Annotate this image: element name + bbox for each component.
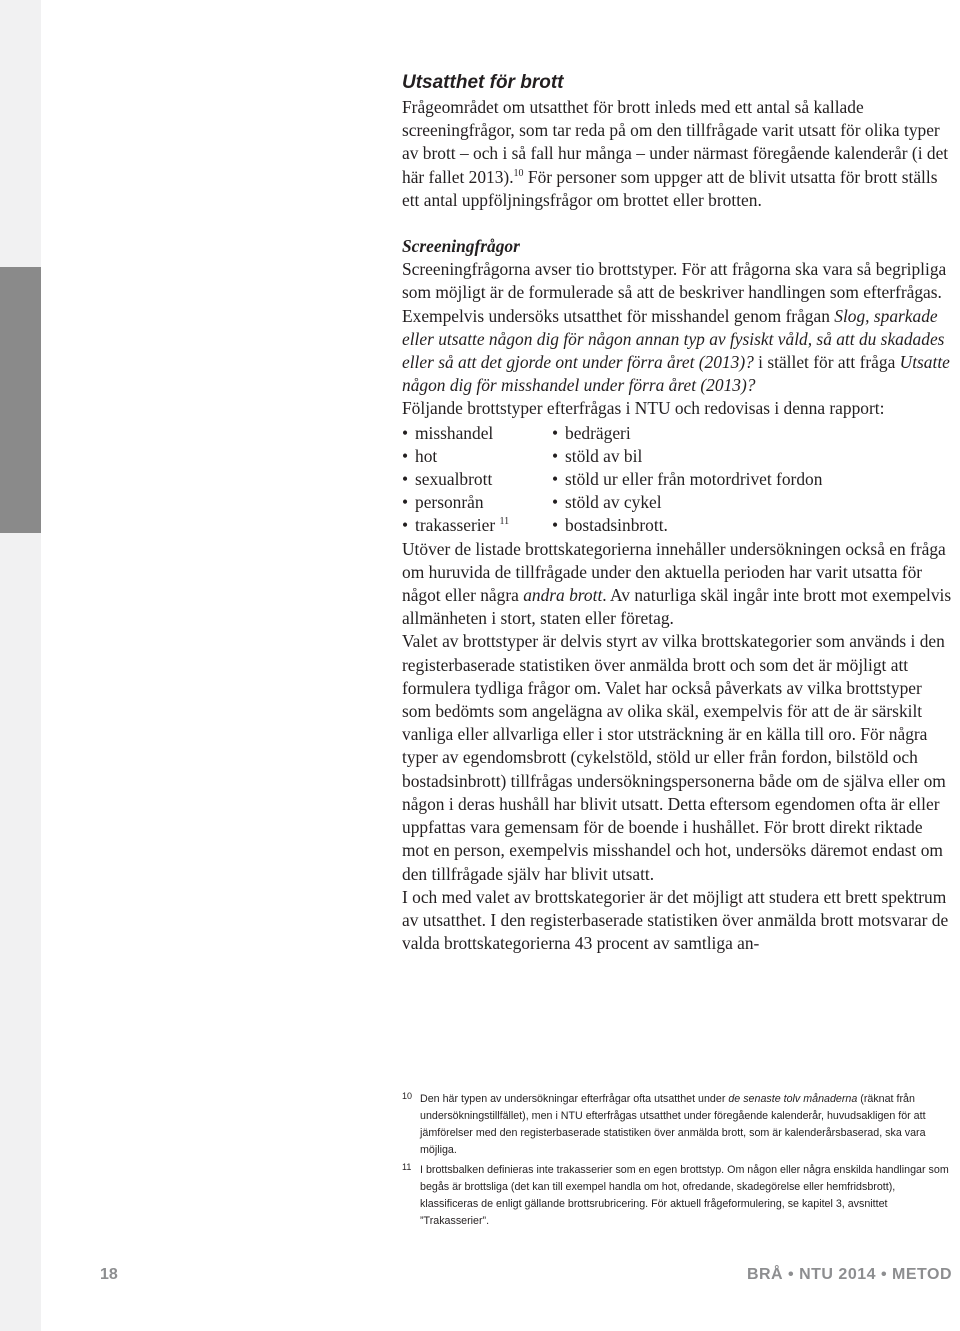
other-crimes-text-1: Utöver de listade brottskategorierna innehåller undersökningen också en fråga om huruvida de tillfrågade under den aktuella perioden har varit utsatta för något eller några — [402, 538, 946, 606]
list-item-label: bostadsinbrott. — [565, 515, 668, 536]
footnote-text: (räknat från undersökningstillfället), men i NTU efterfrågas utsatthet under föregående kalenderår, huvudsakligen för att jämförelser med den registerbaserade statistiken över anmälda brott, som är kalenderårsbaserad, ska vara möjliga. — [420, 1093, 926, 1156]
bullet-icon: • — [402, 469, 409, 490]
subsection-heading: Screeningfrågor — [402, 236, 520, 257]
crime-type-list — [402, 422, 952, 538]
closing-paragraph: I och med valet av brottskategorier är det möjligt att studera ett brett spektrum av utsatthet. I den registerbaserade statistiken över anmälda brott motsvarar de valda brottskategorierna 43 procent av samtliga an- — [402, 886, 949, 954]
running-footer-title: BRÅ • NTU 2014 • METOD — [746, 1266, 952, 1283]
footnote-11 — [402, 1162, 952, 1230]
footnote-ref-11[interactable]: 11 — [499, 516, 510, 528]
screening-text-part-1: Screeningfrågorna avser tio brottstyper. För att frågorna ska vara så begripliga som möjligt är de formulerade så att de beskriver handlingen som efterfrågas. Exempelvis undersöks utsatthet för misshandel genom frågan — [402, 259, 947, 326]
list-item-label: personrån — [415, 492, 484, 513]
list-item — [552, 422, 952, 445]
screening-question-example-2: Utsatte någon dig för misshandel under förra året (2013)? — [402, 352, 950, 396]
list-item-label: bedrägeri — [565, 422, 631, 443]
other-crimes-emphasis: andra brott — [523, 585, 603, 606]
list-item-label: sexualbrott — [415, 469, 493, 490]
list-item-label: stöld av cykel — [565, 492, 662, 513]
list-item — [552, 445, 952, 468]
list-item — [402, 468, 552, 491]
bullet-icon: • — [402, 515, 409, 536]
bullet-icon: • — [552, 469, 559, 490]
list-item-label: hot — [415, 445, 438, 466]
list-item-label: stöld av bil — [565, 445, 643, 466]
intro-text-part-2: För personer som uppger att de blivit utsatta för brott ställs ett antal uppföljningsfrågor om brottet eller brotten. — [402, 166, 938, 210]
screening-question-example-1: Slog, sparkade eller utsatte någon dig för någon annan typ av fysiskt våld, så att du skadades eller så att det gjorde ont under förra året (2013)? — [402, 305, 945, 373]
bullet-icon: • — [552, 492, 559, 513]
footnote-text: I brottsbalken definieras inte trakasserier som en egen brottstyp. Om någon eller några enskilda handlingar som begås är brottsliga (det kan till exempel handla om hot, ofredande, skadegörelse eller hemfridsbrott), klassificeras de enligt gällande brottsrubricering. För aktuell frågeformulering, se kapitel 3, avsnittet ”Trakasserier”. — [420, 1164, 949, 1227]
other-crimes-text-2: . Av naturliga skäl ingår inte brott mot exempelvis allmänheten i stort, staten eller företag. — [402, 585, 952, 629]
crime-list-intro: Följande brottstyper efterfrågas i NTU och redovisas i denna rapport: — [402, 398, 885, 419]
bullet-icon: • — [402, 492, 409, 513]
other-crimes-paragraph — [402, 538, 952, 631]
footnote-text: Den här typen av undersökningar efterfrågar ofta utsatthet under — [420, 1093, 729, 1105]
footnote-number: 11 — [402, 1162, 412, 1172]
bullet-icon: • — [402, 445, 409, 466]
page-margin-band — [0, 0, 41, 1331]
list-item — [552, 491, 952, 514]
bullet-icon: • — [402, 422, 409, 443]
list-item — [402, 445, 552, 468]
list-item-label: trakasserier — [415, 515, 496, 536]
screening-paragraph — [402, 258, 952, 397]
section-heading: Utsatthet för brott — [402, 72, 564, 93]
list-item — [402, 514, 552, 537]
list-item — [552, 468, 952, 491]
bullet-icon: • — [552, 515, 559, 536]
list-item-label: misshandel — [415, 422, 494, 443]
footnote-emphasis: de senaste tolv månaderna — [728, 1093, 858, 1105]
crime-selection-paragraph: Valet av brottstyper är delvis styrt av vilka brottskategorier som används i den registerbaserade statistiken över anmälda brott och som det är möjligt att formulera tydliga frågor om. Valet har också påverkats av vilka brottstyper som bedömts som angelägna av olika skäl, exempelvis för att de är särskilt vanliga eller allvarliga eller i stor utsträckning är en källa till oro. För några typer av egendomsbrott (cykelstöld, stöld ur eller från fordon, bilstöld och bostadsinbrott) tillfrågas undersökningspersonerna både om de själva eller om någon i deras hushåll har blivit utsatt. Detta eftersom egendomen ofta är eller uppfattas vara gemensam för de boende i hushållet. För brott direkt riktade mot en person, exempelvis misshandel och hot, undersöks däremot endast om den tillfrågade själv har blivit utsatt. — [402, 631, 946, 884]
list-item — [402, 491, 552, 514]
footnote-number: 10 — [402, 1091, 413, 1101]
list-item — [552, 514, 952, 537]
footnote-ref-10[interactable]: 10 — [513, 167, 524, 179]
bullet-icon: • — [552, 422, 559, 443]
chapter-tab-marker — [0, 267, 41, 533]
main-text-column — [402, 70, 952, 955]
bullet-icon: • — [552, 445, 559, 466]
page-number: 18 — [100, 1266, 118, 1283]
screening-text-part-2: i stället för att fråga — [753, 352, 900, 373]
footnote-10 — [402, 1091, 952, 1159]
intro-text-part-1: Frågeområdet om utsatthet för brott inleds med ett antal så kallade screeningfrågor, som tar reda på om den tillfrågade varit utsatt för olika typer av brott – och i så fall hur många – under närmast föregående kalenderår (i det här fallet 2013). — [402, 97, 949, 187]
list-item — [402, 422, 552, 445]
intro-paragraph — [402, 96, 952, 212]
list-item-label: stöld ur eller från motordrivet fordon — [565, 469, 823, 490]
footnotes — [402, 1091, 952, 1233]
